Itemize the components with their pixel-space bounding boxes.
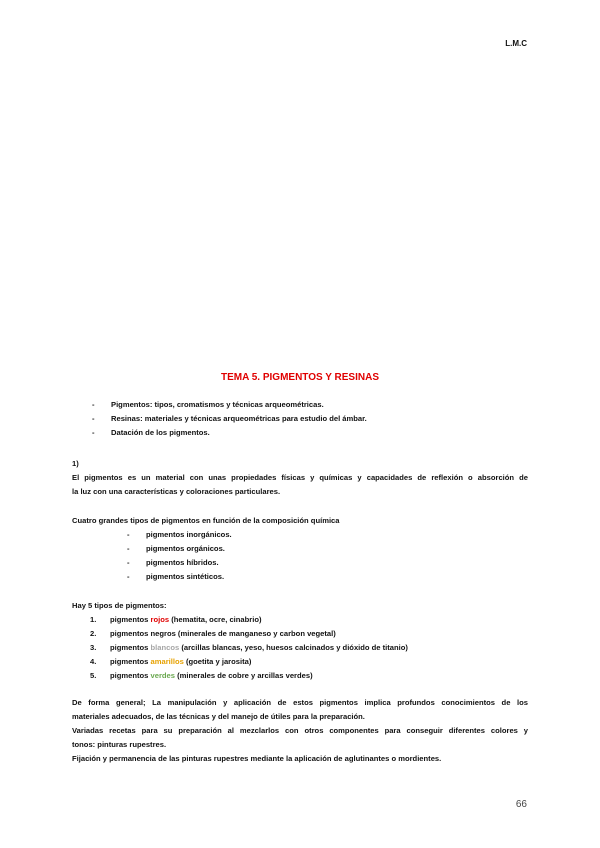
- closing-line: De forma general; La manipulación y aplicación de estos pigmentos implica profundos conocimientos de los: [72, 698, 528, 707]
- outline-item: - Resinas: materiales y técnicas arqueométricas para estudio del ámbar.: [92, 414, 367, 423]
- page-title: TEMA 5. PIGMENTOS Y RESINAS: [221, 372, 379, 383]
- section-number: 1): [72, 459, 79, 468]
- type-item-negros: 2. pigmentos negros (minerales de manganeso y carbon vegetal): [90, 629, 336, 638]
- type-item-rojos: 1. pigmentos rojos (hematita, ocre, cinabrio): [90, 615, 262, 624]
- closing-paragraph: [72, 696, 528, 766]
- closing-line: tonos: pinturas rupestres.: [72, 740, 167, 749]
- type-item-blancos: 3. pigmentos blancos (arcillas blancas, yeso, huesos calcinados y dióxido de titanio): [90, 643, 408, 652]
- composition-list: [127, 528, 232, 584]
- types-intro: Hay 5 tipos de pigmentos:: [72, 601, 167, 610]
- closing-line: materiales adecuados, de las técnicas y del manejo de útiles para la preparación.: [72, 712, 365, 721]
- closing-line: Variadas recetas para su preparación al mezclarlos con otros componentes para conseguir diferentes colores y: [72, 726, 528, 735]
- outline-item: - Pigmentos: tipos, cromatismos y técnicas arqueométricas.: [92, 400, 324, 409]
- types-list: [90, 613, 408, 683]
- composition-intro: Cuatro grandes tipos de pigmentos en función de la composición química: [72, 516, 340, 525]
- color-word: blancos: [150, 643, 180, 652]
- definition-line: la luz con una características y coloraciones particulares.: [72, 487, 281, 496]
- definition-paragraph: [72, 457, 528, 499]
- list-item: - pigmentos híbridos.: [127, 558, 219, 567]
- type-item-verdes: 5. pigmentos verdes (minerales de cobre y arcillas verdes): [90, 671, 313, 680]
- type-item-amarillos: 4. pigmentos amarillos (goetita y jarosita): [90, 657, 252, 666]
- outline-list: [92, 398, 367, 440]
- color-word: verdes: [150, 671, 176, 680]
- color-word: amarillos: [150, 657, 184, 666]
- page-number: 66: [515, 799, 527, 810]
- closing-line: Fijación y permanencia de las pinturas rupestres mediante la aplicación de aglutinantes o mordientes.: [72, 754, 442, 763]
- color-word: rojos: [150, 615, 170, 624]
- definition-line: El pigmentos es un material con unas propiedades físicas y químicas y capacidades de reflexión o absorción de: [72, 473, 528, 482]
- author-initials: L.M.C: [505, 39, 527, 48]
- list-item: - pigmentos sintéticos.: [127, 572, 225, 581]
- list-item: - pigmentos inorgánicos.: [127, 530, 232, 539]
- list-item: - pigmentos orgánicos.: [127, 544, 225, 553]
- outline-item: - Datación de los pigmentos.: [92, 428, 210, 437]
